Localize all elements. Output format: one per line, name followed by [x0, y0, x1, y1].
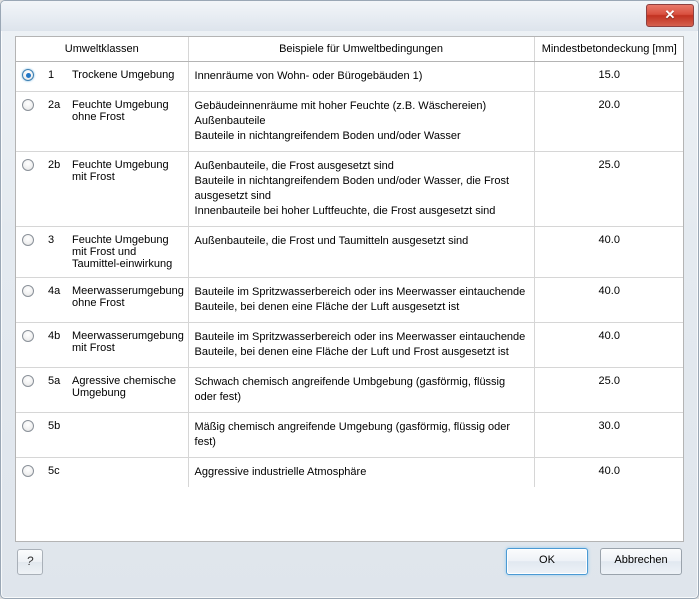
row-radio-cell[interactable] [16, 458, 42, 488]
min-cover-value: 20.0 [534, 92, 684, 152]
min-cover-value: 40.0 [534, 227, 684, 278]
min-cover-value: 40.0 [534, 458, 684, 488]
description-line: Mäßig chemisch angreifende Umgebung (gasförmig, flüssig oder fest) [194, 421, 511, 448]
class-name: Meerwasserumgebung ohne Frost [66, 278, 188, 323]
close-button[interactable]: ✕ [646, 4, 694, 27]
class-description [188, 62, 534, 92]
table-row[interactable] [16, 413, 684, 458]
row-radio-cell[interactable] [16, 368, 42, 413]
min-cover-value: 25.0 [534, 368, 684, 413]
radio-button-3[interactable] [22, 234, 34, 246]
row-radio-cell[interactable] [16, 227, 42, 278]
ok-button[interactable]: OK [506, 548, 588, 575]
class-description [188, 323, 534, 368]
row-radio-cell[interactable] [16, 278, 42, 323]
class-name [66, 458, 188, 488]
class-description [188, 278, 534, 323]
description-line: Bauteile im Spritzwasserbereich oder ins Meerwasser eintauchende [194, 331, 526, 343]
radio-button-5c[interactable] [22, 465, 34, 477]
class-code: 5c [42, 458, 66, 488]
table-row[interactable] [16, 152, 684, 227]
class-description [188, 458, 534, 488]
class-description [188, 368, 534, 413]
row-radio-cell[interactable] [16, 152, 42, 227]
description-line: Bauteile, bei denen eine Fläche der Luft ausgesetzt ist [194, 301, 460, 313]
description-line: Innenräume von Wohn- oder Bürogebäuden 1) [194, 70, 423, 82]
class-code: 1 [42, 62, 66, 92]
class-code: 5b [42, 413, 66, 458]
min-cover-value: 40.0 [534, 278, 684, 323]
class-code: 3 [42, 227, 66, 278]
header-cover: Mindestbetondeckung [mm] [534, 37, 684, 62]
description-line: Aggressive industrielle Atmosphäre [194, 466, 367, 478]
class-description [188, 152, 534, 227]
class-code: 2b [42, 152, 66, 227]
table-row[interactable] [16, 278, 684, 323]
description-line: Gebäudeinnenräume mit hoher Feuchte (z.B. Wäschereien) [194, 100, 487, 112]
description-line: Außenbauteile, die Frost ausgesetzt sind [194, 160, 394, 172]
description-line: Außenbauteile, die Frost und Taumitteln ausgesetzt sind [194, 235, 469, 247]
class-name: Feuchte Umgebung mit Frost und Taumittel-einwirkung [66, 227, 188, 278]
class-description [188, 92, 534, 152]
radio-button-2a[interactable] [22, 99, 34, 111]
min-cover-value: 15.0 [534, 62, 684, 92]
min-cover-value: 25.0 [534, 152, 684, 227]
dialog-content [1, 31, 698, 598]
description-line: Bauteile in nichtangreifendem Boden und/oder Wasser, die Frost ausgesetzt sind [194, 175, 510, 202]
class-name: Meerwasserumgebung mit Frost [66, 323, 188, 368]
table-row[interactable] [16, 62, 684, 92]
radio-button-4a[interactable] [22, 285, 34, 297]
min-cover-value: 40.0 [534, 323, 684, 368]
description-line: Bauteile im Spritzwasserbereich oder ins Meerwasser eintauchende [194, 286, 526, 298]
dialog-footer [1, 542, 698, 598]
radio-button-1[interactable] [22, 69, 34, 81]
class-description [188, 413, 534, 458]
title-bar [1, 1, 698, 31]
radio-button-4b[interactable] [22, 330, 34, 342]
help-button[interactable]: ? [17, 549, 43, 575]
min-cover-value: 30.0 [534, 413, 684, 458]
table-row[interactable] [16, 458, 684, 488]
radio-button-5b[interactable] [22, 420, 34, 432]
table-row[interactable] [16, 323, 684, 368]
class-code: 5a [42, 368, 66, 413]
header-examples: Beispiele für Umweltbedingungen [188, 37, 534, 62]
class-code: 4b [42, 323, 66, 368]
description-line: Bauteile, bei denen eine Fläche der Luft und Frost ausgesetzt ist [194, 346, 509, 358]
description-line: Bauteile in nichtangreifendem Boden und/oder Wasser [194, 130, 461, 142]
class-name: Feuchte Umgebung ohne Frost [66, 92, 188, 152]
environment-classes-table [15, 36, 684, 542]
table-row[interactable] [16, 92, 684, 152]
row-radio-cell[interactable] [16, 323, 42, 368]
table-row[interactable] [16, 368, 684, 413]
cancel-button[interactable]: Abbrechen [600, 548, 682, 575]
class-name: Feuchte Umgebung mit Frost [66, 152, 188, 227]
radio-button-2b[interactable] [22, 159, 34, 171]
row-radio-cell[interactable] [16, 62, 42, 92]
row-radio-cell[interactable] [16, 413, 42, 458]
description-line: Schwach chemisch angreifende Umbgebung (gasförmig, flüssig oder fest) [194, 376, 506, 403]
class-name [66, 413, 188, 458]
class-code: 2a [42, 92, 66, 152]
class-name: Trockene Umgebung [66, 62, 188, 92]
row-radio-cell[interactable] [16, 92, 42, 152]
class-description [188, 227, 534, 278]
table-row[interactable] [16, 227, 684, 278]
class-code: 4a [42, 278, 66, 323]
description-line: Außenbauteile [194, 115, 266, 127]
header-classes: Umweltklassen [16, 37, 188, 62]
class-name: Agressive chemische Umgebung [66, 368, 188, 413]
description-line: Innenbauteile bei hoher Luftfeuchte, die Frost ausgesetzt sind [194, 205, 496, 217]
table-header-row [16, 37, 684, 62]
radio-button-5a[interactable] [22, 375, 34, 387]
